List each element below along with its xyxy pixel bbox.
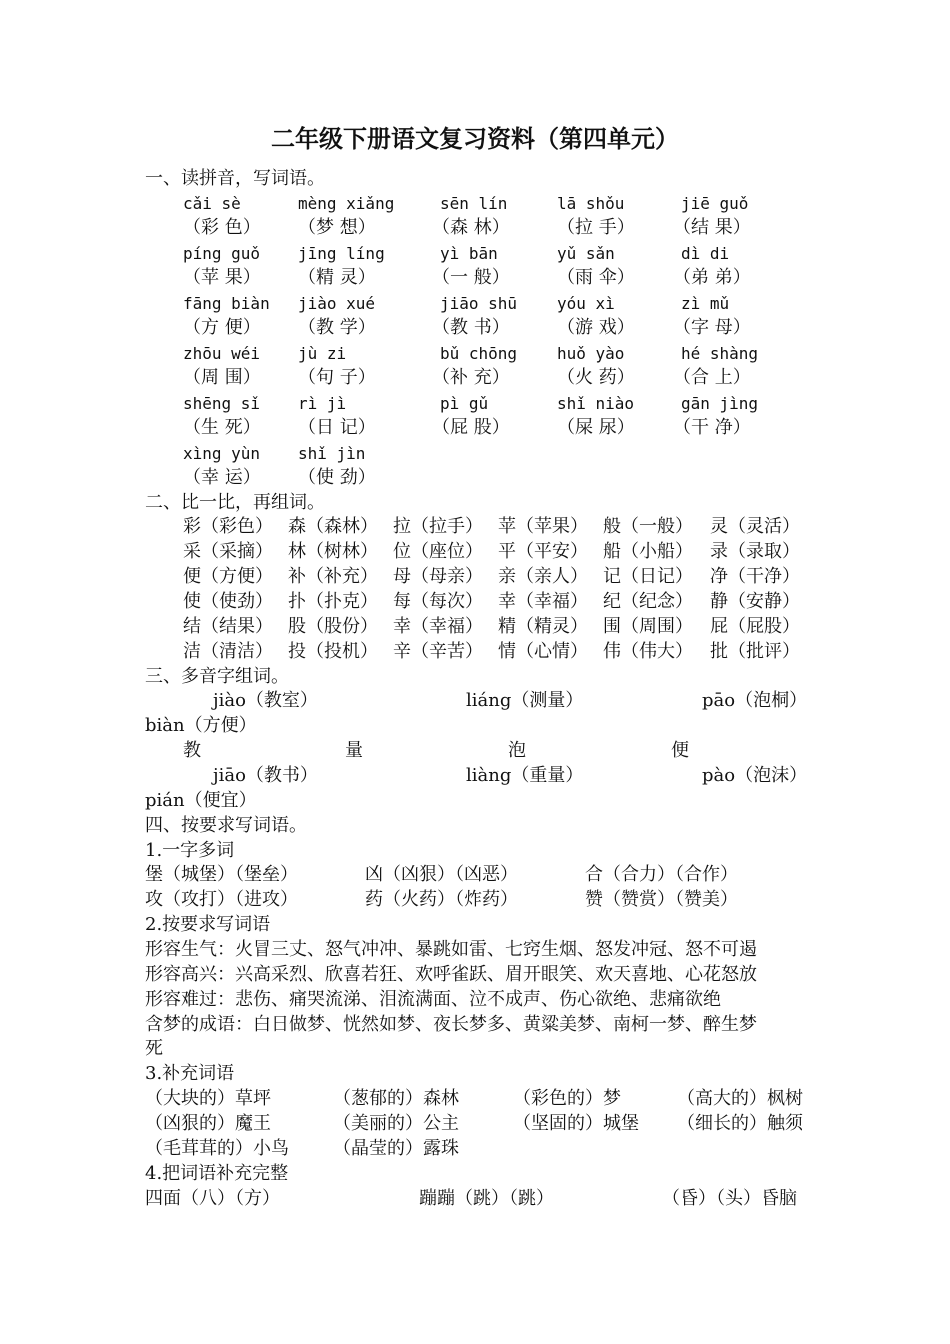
compare-word: 彩（彩色） xyxy=(183,516,273,537)
hanzi-answer: （结 果） xyxy=(673,217,751,238)
polyphone-char-1: 教 xyxy=(183,740,201,761)
compare-word: 母（母亲） xyxy=(393,566,483,587)
compare-word: 围（周围） xyxy=(603,616,693,637)
compare-word: 精（精灵） xyxy=(498,616,588,637)
part-1-r1-c: 合（合力）（合作） xyxy=(585,864,738,885)
compare-word: 录（录取） xyxy=(710,541,800,562)
hanzi-answer: （精 灵） xyxy=(298,267,376,288)
compare-word: 般（一般） xyxy=(603,516,693,537)
polyphone-row-2-c: pào（泡沫） xyxy=(702,765,808,786)
compare-word: 结（结果） xyxy=(183,616,273,637)
compare-word: 洁（清洁） xyxy=(183,641,273,662)
pinyin-text: yǔ sǎn xyxy=(557,244,615,263)
pinyin-text: lā shǒu xyxy=(557,194,625,213)
pinyin-text: jīng líng xyxy=(298,244,385,263)
part-3-r3-a: （毛茸茸的）小鸟 xyxy=(145,1138,289,1159)
part-1-heading: 1.一字多词 xyxy=(145,840,235,861)
hanzi-answer: （屁 股） xyxy=(432,417,510,438)
pinyin-text: shǐ niào xyxy=(557,394,635,413)
pinyin-text: zì mǔ xyxy=(681,294,730,313)
compare-word: 使（使劲） xyxy=(183,591,273,612)
compare-word: 亲（亲人） xyxy=(498,566,588,587)
polyphone-row-1-b: liáng（测量） xyxy=(466,690,584,711)
compare-word: 苹（苹果） xyxy=(498,516,588,537)
pinyin-text: shǐ jìn xyxy=(298,444,366,463)
hanzi-answer: （生 死） xyxy=(183,417,261,438)
part-3-r1-d: （高大的）枫树 xyxy=(677,1088,803,1109)
part-3-r1-a: （大块的）草坪 xyxy=(145,1088,271,1109)
compare-word: 灵（灵活） xyxy=(710,516,800,537)
part-3-r2-a: （凶狠的）魔王 xyxy=(145,1113,271,1134)
hanzi-answer: （字 母） xyxy=(673,317,751,338)
compare-word: 伟（伟大） xyxy=(603,641,693,662)
part-3-r1-c: （彩色的）梦 xyxy=(513,1088,621,1109)
hanzi-answer: （火 药） xyxy=(557,367,635,388)
hanzi-answer: （拉 手） xyxy=(557,217,635,238)
part-3-r3-b: （晶莹的）露珠 xyxy=(333,1138,459,1159)
compare-word: 扑（扑克） xyxy=(288,591,378,612)
pinyin-text: zhōu wéi xyxy=(183,344,261,363)
part-3-r2-c: （坚固的）城堡 xyxy=(513,1113,639,1134)
polyphone-char-3: 泡 xyxy=(508,740,526,761)
compare-word: 幸（幸福） xyxy=(498,591,588,612)
compare-word: 位（座位） xyxy=(393,541,483,562)
compare-word: 采（采摘） xyxy=(183,541,273,562)
compare-word: 平（平安） xyxy=(498,541,588,562)
hanzi-answer: （教 学） xyxy=(298,317,376,338)
pinyin-text: fāng biàn xyxy=(183,294,270,313)
part-3-heading: 3.补充词语 xyxy=(145,1063,235,1084)
polyphone-row-2-a: jiāo（教书） xyxy=(213,765,318,786)
hanzi-answer: （梦 想） xyxy=(298,217,376,238)
hanzi-answer: （日 记） xyxy=(298,417,376,438)
polyphone-row-2-b: liàng（重量） xyxy=(466,765,584,786)
pinyin-text: shēng sǐ xyxy=(183,394,261,413)
compare-word: 记（日记） xyxy=(603,566,693,587)
part-1-r2-c: 赞（赞赏）（赞美） xyxy=(585,889,738,910)
hanzi-answer: （游 戏） xyxy=(557,317,635,338)
pinyin-text: píng guǒ xyxy=(183,244,261,263)
polyphone-row-2-d: pián（便宜） xyxy=(145,790,257,811)
pinyin-text: cǎi sè xyxy=(183,194,241,213)
compare-word: 幸（幸福） xyxy=(393,616,483,637)
compare-word: 静（安静） xyxy=(710,591,800,612)
compare-word: 屁（屁股） xyxy=(710,616,800,637)
compare-word: 辛（辛苦） xyxy=(393,641,483,662)
compare-word: 投（投机） xyxy=(288,641,378,662)
part-2-line-1: 形容生气：火冒三丈、怒气冲冲、暴跳如雷、七窍生烟、怒发冲冠、怒不可遏 xyxy=(145,939,757,960)
pinyin-text: jiào xué xyxy=(298,294,376,313)
pinyin-text: dì di xyxy=(681,244,730,263)
hanzi-answer: （幸 运） xyxy=(183,467,261,488)
compare-word: 船（小船） xyxy=(603,541,693,562)
hanzi-answer: （森 林） xyxy=(432,217,510,238)
pinyin-text: gān jìng xyxy=(681,394,759,413)
hanzi-answer: （雨 伞） xyxy=(557,267,635,288)
section-1-heading: 一、读拼音，写词语。 xyxy=(145,168,325,189)
part-1-r2-b: 药（火药）（炸药） xyxy=(365,889,518,910)
section-2-heading: 二、比一比，再组词。 xyxy=(145,492,325,513)
pinyin-text: sēn lín xyxy=(440,194,508,213)
pinyin-text: pì gǔ xyxy=(440,394,489,413)
pinyin-text: yóu xì xyxy=(557,294,615,313)
pinyin-text: jù zi xyxy=(298,344,347,363)
compare-word: 森（森林） xyxy=(288,516,378,537)
part-2-line-5: 死 xyxy=(145,1038,163,1059)
hanzi-answer: （合 上） xyxy=(673,367,751,388)
pinyin-text: rì jì xyxy=(298,394,347,413)
pinyin-text: bǔ chōng xyxy=(440,344,518,363)
polyphone-row-1-a: jiào（教室） xyxy=(213,690,318,711)
part-2-line-3: 形容难过：悲伤、痛哭流涕、泪流满面、泣不成声、伤心欲绝、悲痛欲绝 xyxy=(145,989,721,1010)
part-3-r1-b: （葱郁的）森林 xyxy=(333,1088,459,1109)
compare-word: 便（方便） xyxy=(183,566,273,587)
polyphone-char-4: 便 xyxy=(671,740,689,761)
compare-word: 纪（纪念） xyxy=(603,591,693,612)
compare-word: 拉（拉手） xyxy=(393,516,483,537)
polyphone-row-1-c: pāo（泡桐） xyxy=(702,690,808,711)
hanzi-answer: （彩 色） xyxy=(183,217,261,238)
hanzi-answer: （干 净） xyxy=(673,417,751,438)
polyphone-char-2: 量 xyxy=(345,740,363,761)
hanzi-answer: （周 围） xyxy=(183,367,261,388)
hanzi-answer: （句 子） xyxy=(298,367,376,388)
hanzi-answer: （弟 弟） xyxy=(673,267,751,288)
polyphone-row-1-d: biàn（方便） xyxy=(145,715,257,736)
compare-word: 每（每次） xyxy=(393,591,483,612)
part-4-heading: 4.把词语补充完整 xyxy=(145,1163,289,1184)
pinyin-text: yì bān xyxy=(440,244,498,263)
hanzi-answer: （一 般） xyxy=(432,267,510,288)
part-4-c: （昏）（头）昏脑 xyxy=(662,1188,797,1209)
pinyin-text: xìng yùn xyxy=(183,444,261,463)
section-4-heading: 四、按要求写词语。 xyxy=(145,815,307,836)
compare-word: 股（股份） xyxy=(288,616,378,637)
part-1-r2-a: 攻（攻打）（进攻） xyxy=(145,889,298,910)
hanzi-answer: （屎 尿） xyxy=(557,417,635,438)
compare-word: 补（补充） xyxy=(288,566,378,587)
compare-word: 净（干净） xyxy=(710,566,800,587)
section-3-heading: 三、多音字组词。 xyxy=(145,666,289,687)
pinyin-text: hé shàng xyxy=(681,344,759,363)
part-4-a: 四面（八）（方） xyxy=(145,1188,280,1209)
part-4-b: 蹦蹦（跳）（跳） xyxy=(419,1188,554,1209)
page-title: 二年级下册语文复习资料（第四单元） xyxy=(271,124,679,153)
part-2-heading: 2.按要求写词语 xyxy=(145,914,271,935)
compare-word: 林（树林） xyxy=(288,541,378,562)
part-2-line-2: 形容高兴：兴高采烈、欣喜若狂、欢呼雀跃、眉开眼笑、欢天喜地、心花怒放 xyxy=(145,964,757,985)
pinyin-text: jiē guǒ xyxy=(681,194,749,213)
hanzi-answer: （教 书） xyxy=(432,317,510,338)
part-3-r2-b: （美丽的）公主 xyxy=(333,1113,459,1134)
compare-word: 批（批评） xyxy=(710,641,800,662)
part-2-line-4: 含梦的成语：白日做梦、恍然如梦、夜长梦多、黄粱美梦、南柯一梦、醉生梦 xyxy=(145,1014,757,1035)
part-1-r1-a: 堡（城堡）（堡垒） xyxy=(145,864,298,885)
pinyin-text: mèng xiǎng xyxy=(298,194,395,213)
hanzi-answer: （方 便） xyxy=(183,317,261,338)
hanzi-answer: （苹 果） xyxy=(183,267,261,288)
pinyin-text: huǒ yào xyxy=(557,344,625,363)
part-3-r2-d: （细长的）触须 xyxy=(677,1113,803,1134)
hanzi-answer: （使 劲） xyxy=(298,467,376,488)
pinyin-text: jiāo shū xyxy=(440,294,518,313)
hanzi-answer: （补 充） xyxy=(432,367,510,388)
part-1-r1-b: 凶（凶狠）（凶恶） xyxy=(365,864,518,885)
compare-word: 情（心情） xyxy=(498,641,588,662)
